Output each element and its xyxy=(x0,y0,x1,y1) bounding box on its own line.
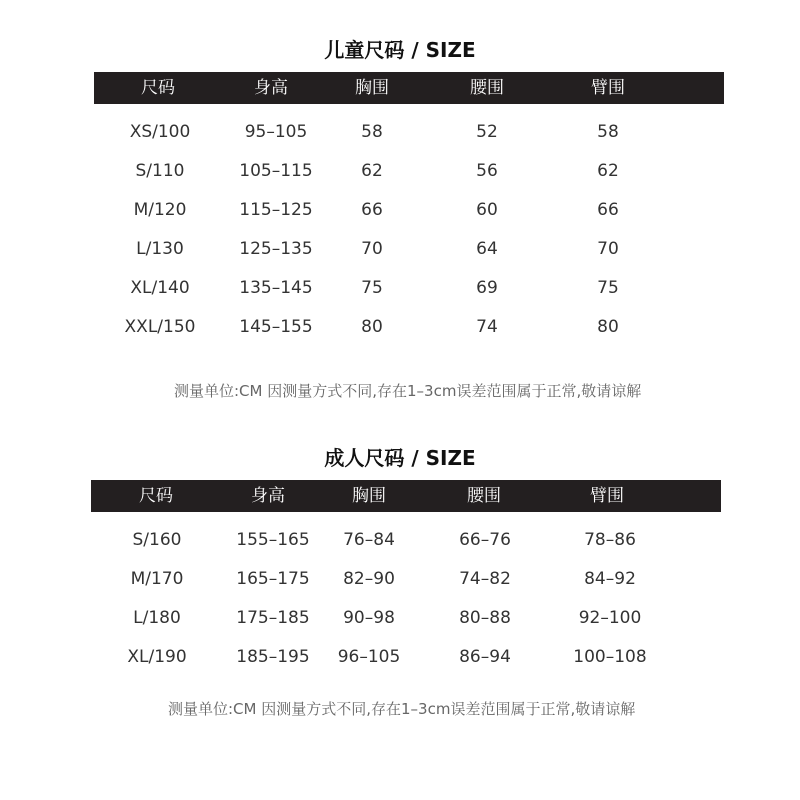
cell-size: S/160 xyxy=(132,530,182,550)
cell-height: 125–135 xyxy=(239,239,313,259)
header-size: 尺码 xyxy=(141,78,175,98)
cell-waist: 80–88 xyxy=(459,608,511,628)
cell-size: S/110 xyxy=(135,161,185,181)
header-waist: 腰围 xyxy=(467,486,501,506)
cell-arm: 75 xyxy=(597,278,619,298)
cell-waist: 74–82 xyxy=(459,569,511,589)
cell-size: M/120 xyxy=(133,200,187,220)
cell-waist: 86–94 xyxy=(459,647,511,667)
cell-height: 175–185 xyxy=(236,608,310,628)
cell-size: XL/190 xyxy=(127,647,187,667)
cell-height: 95–105 xyxy=(244,122,308,142)
cell-height: 115–125 xyxy=(239,200,313,220)
cell-height: 165–175 xyxy=(236,569,310,589)
cell-size: XS/100 xyxy=(129,122,191,142)
cell-chest: 66 xyxy=(361,200,383,220)
table-row xyxy=(0,273,800,303)
cell-height: 105–115 xyxy=(239,161,313,181)
cell-chest: 80 xyxy=(361,317,383,337)
kids-table-header xyxy=(94,72,724,104)
table-row xyxy=(0,564,800,594)
cell-arm: 84–92 xyxy=(584,569,636,589)
cell-chest: 96–105 xyxy=(337,647,401,667)
header-arm: 臂围 xyxy=(591,78,625,98)
cell-waist: 74 xyxy=(476,317,498,337)
cell-size: L/180 xyxy=(133,608,181,628)
kids-measurement-note: 测量单位:CM 因测量方式不同,存在1–3cm误差范围属于正常,敬请谅解 xyxy=(174,382,642,400)
header-chest: 胸围 xyxy=(355,78,389,98)
table-row xyxy=(0,525,800,555)
cell-chest: 90–98 xyxy=(343,608,395,628)
cell-chest: 62 xyxy=(361,161,383,181)
cell-height: 155–165 xyxy=(236,530,310,550)
cell-height: 145–155 xyxy=(239,317,313,337)
cell-waist: 64 xyxy=(476,239,498,259)
cell-arm: 62 xyxy=(597,161,619,181)
cell-size: XL/140 xyxy=(130,278,190,298)
cell-waist: 56 xyxy=(476,161,498,181)
cell-waist: 52 xyxy=(476,122,498,142)
header-arm: 臂围 xyxy=(590,486,624,506)
header-height: 身高 xyxy=(251,486,285,506)
header-height: 身高 xyxy=(254,78,288,98)
adult-size-title: 成人尺码 / SIZE xyxy=(324,446,476,470)
cell-arm: 66 xyxy=(597,200,619,220)
cell-chest: 70 xyxy=(361,239,383,259)
table-row xyxy=(0,603,800,633)
cell-chest: 75 xyxy=(361,278,383,298)
cell-arm: 92–100 xyxy=(578,608,642,628)
table-row xyxy=(0,195,800,225)
cell-arm: 70 xyxy=(597,239,619,259)
cell-waist: 69 xyxy=(476,278,498,298)
adult-table-header xyxy=(91,480,721,512)
cell-waist: 66–76 xyxy=(459,530,511,550)
cell-chest: 58 xyxy=(361,122,383,142)
cell-size: M/170 xyxy=(130,569,184,589)
table-row xyxy=(0,642,800,672)
cell-arm: 80 xyxy=(597,317,619,337)
table-row xyxy=(0,312,800,342)
header-waist: 腰围 xyxy=(470,78,504,98)
cell-arm: 58 xyxy=(597,122,619,142)
cell-arm: 78–86 xyxy=(584,530,636,550)
cell-height: 135–145 xyxy=(239,278,313,298)
table-row xyxy=(0,117,800,147)
cell-chest: 76–84 xyxy=(343,530,395,550)
header-size: 尺码 xyxy=(139,486,173,506)
cell-arm: 100–108 xyxy=(573,647,647,667)
table-row xyxy=(0,234,800,264)
kids-size-title: 儿童尺码 / SIZE xyxy=(324,38,476,62)
cell-chest: 82–90 xyxy=(343,569,395,589)
cell-size: XXL/150 xyxy=(124,317,196,337)
adult-measurement-note: 测量单位:CM 因测量方式不同,存在1–3cm误差范围属于正常,敬请谅解 xyxy=(168,700,636,718)
cell-height: 185–195 xyxy=(236,647,310,667)
header-chest: 胸围 xyxy=(352,486,386,506)
cell-waist: 60 xyxy=(476,200,498,220)
table-row xyxy=(0,156,800,186)
cell-size: L/130 xyxy=(136,239,184,259)
